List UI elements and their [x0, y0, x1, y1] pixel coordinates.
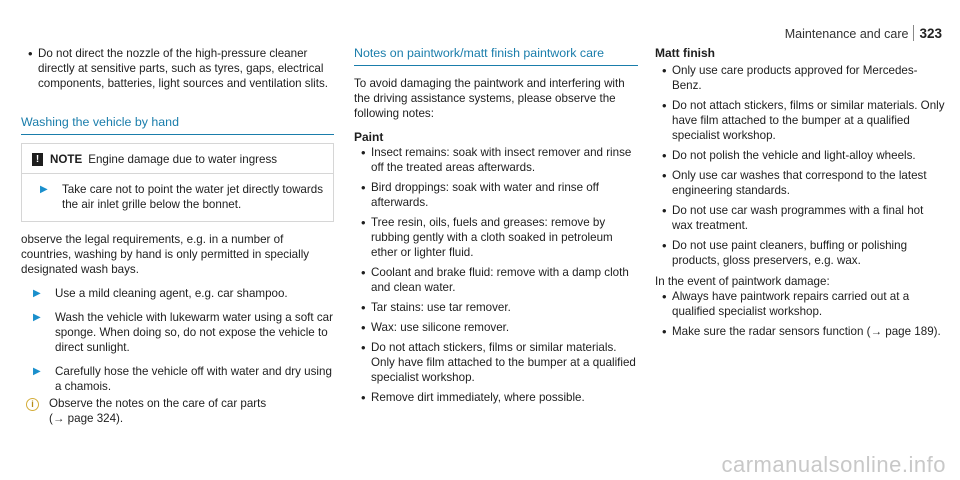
damage-list [655, 289, 945, 339]
paragraph: observe the legal requirements, e.g. in a number of countries, washing by hand is only permitted in specially designated wash bays. [21, 233, 310, 276]
arrow-right-icon: ▶ [33, 366, 41, 377]
paragraph: In the event of paintwork damage: [655, 275, 830, 288]
info-note [21, 396, 334, 426]
section-heading-washing: Washing the vehicle by hand [21, 115, 334, 135]
step-item [21, 286, 334, 301]
list-item: • Do not use paint cleaners, buffing or polishing products, gloss preservers, e.g. wax. [655, 238, 945, 268]
arrow-right-icon: ▶ [33, 312, 41, 323]
header-divider [913, 25, 914, 41]
info-icon: i [26, 398, 39, 411]
list-item: • Bird droppings: soak with water and rinse off afterwards. [354, 180, 638, 210]
step-text: Use a mild cleaning agent, e.g. car shampoo. [55, 287, 288, 300]
list-item: • Wax: use silicone remover. [354, 320, 638, 335]
list-item: • Do not direct the nozzle of the high-pressure cleaner directly at sensitive parts, such as tyres, gaps, electrical components, batteries, light sources and ventilation slits. [21, 46, 334, 91]
paint-list [354, 145, 638, 405]
list-item: • Do not attach stickers, films or similar materials. Only have film attached to the bumper at a qualified specialist workshop. [354, 340, 638, 385]
subheading-matt-finish: Matt finish [655, 46, 715, 60]
list-item: • Make sure the radar sensors function (→ page 189). [655, 324, 945, 339]
note-label: NOTE [50, 153, 83, 166]
section-title: Maintenance and care [784, 27, 909, 41]
list-item: • Do not use car wash programmes with a final hot wax treatment. [655, 203, 945, 233]
arrow-right-icon: ▶ [40, 184, 48, 195]
step-item [21, 310, 334, 355]
note-header [22, 144, 333, 174]
list-item: • Coolant and brake fluid: remove with a damp cloth and clean water. [354, 265, 638, 295]
matt-finish-list [655, 63, 945, 268]
column-middle [354, 46, 638, 410]
list-item: • Always have paintwork repairs carried out at a qualified specialist workshop. [655, 289, 945, 319]
paragraph: To avoid damaging the paintwork and interfering with the driving assistance systems, please observe the following notes: [354, 77, 625, 120]
step-text: Wash the vehicle with lukewarm water using a soft car sponge. When doing so, do not expose the vehicle to direct sunlight. [55, 311, 333, 354]
page-header [785, 22, 942, 42]
step-text: Carefully hose the vehicle off with water and dry using a chamois. [55, 365, 332, 393]
note-body [22, 174, 333, 221]
page-number: 323 [919, 26, 942, 41]
note-box [21, 143, 334, 222]
list-item: • Only use care products approved for Mercedes-Benz. [655, 63, 945, 93]
list-item: • Insect remains: soak with insect remover and rinse off the treated areas afterwards. [354, 145, 638, 175]
note-title: Engine damage due to water ingress [88, 153, 278, 166]
list-item: • Tar stains: use tar remover. [354, 300, 638, 315]
list-item: • Tree resin, oils, fuels and greases: remove by rubbing gently with a cloth soaked in petroleum ether or lighter fluid. [354, 215, 638, 260]
column-right [655, 46, 945, 344]
list-item: • Do not attach stickers, films or similar materials. Only have film attached to the bumper at a qualified specialist workshop. [655, 98, 945, 143]
arrow-right-icon: ▶ [33, 288, 41, 299]
column-left [21, 46, 334, 426]
list-item: • Remove dirt immediately, where possible. [354, 390, 638, 405]
page-reference-link[interactable]: (→ page 324). [49, 412, 124, 425]
section-heading-paint: Notes on paintwork/matt finish paintwork care [354, 46, 638, 66]
watermark: carmanualsonline.info [721, 452, 946, 477]
info-text: Observe the notes on the care of car parts (→ page 324). [49, 397, 267, 425]
list-item: • Do not polish the vehicle and light-alloy wheels. [655, 148, 945, 163]
subheading-paint: Paint [354, 130, 384, 144]
step-item [21, 364, 334, 394]
list-item: • Only use car washes that correspond to the latest engineering standards. [655, 168, 945, 198]
warning-icon: ! [32, 153, 43, 166]
note-text: Take care not to point the water jet directly towards the air inlet grille below the bonnet. [62, 183, 323, 211]
